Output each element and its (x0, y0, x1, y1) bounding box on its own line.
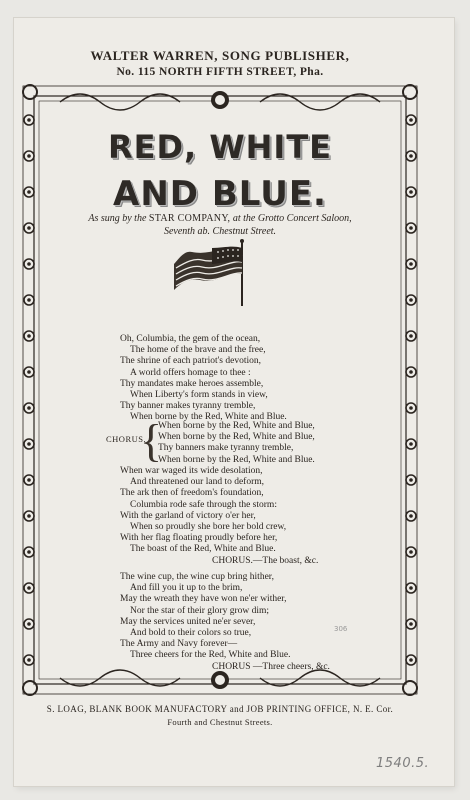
border-rosette-center (27, 622, 31, 626)
border-rosette-center (409, 658, 413, 662)
verse-line: The ark then of freedom's foundation, (120, 488, 264, 499)
chorus-line: Thy banners make tyranny tremble, (158, 443, 294, 454)
border-rosette-center (27, 298, 31, 302)
chorus-reference: CHORUS —Three cheers, &c. (212, 661, 330, 672)
verse-line: Nor the star of their glory grow dim; (130, 605, 270, 616)
verse-line: And bold to their colors so true, (130, 628, 252, 639)
verse-line: The home of the brave and the free, (130, 345, 266, 356)
performance-note (0, 212, 440, 238)
verse-line: The wine cup, the wine cup bring hither, (120, 572, 274, 582)
song-title-line1: RED, WHITE (107, 128, 333, 166)
verse-line: When borne by the Red, White and Blue. (130, 412, 287, 423)
border-rosette-center (27, 370, 31, 374)
border-rosette-center (27, 586, 31, 590)
border-rosette-center (409, 550, 413, 554)
border-rosette-center (27, 442, 31, 446)
border-rosette-center (27, 514, 31, 518)
border-rosette-center (27, 262, 31, 266)
performance-venue: at the Grotto Concert Saloon, (232, 213, 352, 224)
american-flag-illustration (172, 238, 262, 308)
border-rosette-center (409, 370, 413, 374)
chorus-line: When borne by the Red, White and Blue, (158, 432, 315, 443)
verse-line: And threatened our land to deform, (130, 477, 265, 488)
verse-2 (120, 466, 318, 567)
chorus-label: CHORUS. (106, 434, 147, 444)
chorus-reference: CHORUS.—The boast, &c. (212, 555, 319, 566)
border-rosette-center (409, 334, 413, 338)
publisher-name: WALTER WARREN, SONG PUBLISHER, (90, 48, 350, 63)
catalog-number: 1540.5. (376, 756, 430, 771)
verse-line: The Army and Navy forever— (120, 639, 238, 650)
border-rosette-center (409, 478, 413, 482)
verse-line: Oh, Columbia, the gem of the ocean, (120, 334, 261, 344)
border-rosette-center (27, 406, 31, 410)
verse-line: When war waged its wide desolation, (120, 466, 263, 476)
verse-line: Thy banner makes tyranny tremble, (120, 401, 256, 412)
venue-address: Seventh ab. Chestnut Street. (163, 226, 277, 237)
verse-line: When Liberty's form stands in view, (130, 390, 268, 401)
verse-1 (120, 334, 287, 424)
verse-line: A world offers homage to thee : (130, 367, 251, 378)
chorus (158, 421, 315, 466)
verse-line: Columbia rode safe through the storm: (130, 499, 277, 510)
border-rosette-center (409, 262, 413, 266)
border-rosette-center (409, 298, 413, 302)
border-rosette-center (27, 334, 31, 338)
border-rosette-center (409, 442, 413, 446)
verse-3 (120, 572, 330, 673)
border-rosette-center (27, 118, 31, 122)
pencil-annotation: 306 (334, 625, 348, 633)
border-rosette-center (409, 514, 413, 518)
border-rosette-center (27, 478, 31, 482)
performance-prefix: As sung by the (88, 213, 147, 224)
border-rosette-center (409, 622, 413, 626)
chorus-line: When borne by the Red, White and Blue. (158, 454, 315, 465)
printer-imprint: S. LOAG, BLANK BOOK MANUFACTORY and JOB PRINTING OFFICE, N. E. Cor. (46, 704, 394, 714)
border-rosette-center (409, 406, 413, 410)
border-rosette-center (409, 118, 413, 122)
chorus-brace: { (140, 415, 163, 466)
verse-line: The shrine of each patriot's devotion, (120, 356, 262, 367)
verse-line: With the garland of victory o'er her, (120, 510, 256, 521)
verse-line: Thy mandates make heroes assemble, (120, 378, 264, 389)
verse-line: And fill you it up to the brim, (130, 583, 243, 594)
song-title-line2: AND BLUE. (113, 174, 327, 214)
performer-name: STAR COMPANY, (148, 213, 231, 224)
verse-line: When so proudly she bore her bold crew, (130, 522, 287, 533)
publisher-address: No. 115 NORTH FIFTH STREET, Pha. (116, 66, 324, 78)
printer-address: Fourth and Chestnut Streets. (167, 717, 273, 727)
verse-line: Three cheers for the Red, White and Blue. (130, 650, 291, 661)
verse-line: May the services united ne'er sever, (120, 616, 256, 627)
border-rosette-center (27, 550, 31, 554)
chorus-line: When borne by the Red, White and Blue, (158, 421, 315, 431)
verse-line: The boast of the Red, White and Blue. (130, 544, 276, 555)
border-rosette-center (409, 586, 413, 590)
verse-line: With her flag floating proudly before her, (120, 533, 278, 544)
border-rosette-center (27, 658, 31, 662)
verse-line: May the wreath they have won ne'er wither, (120, 594, 287, 605)
